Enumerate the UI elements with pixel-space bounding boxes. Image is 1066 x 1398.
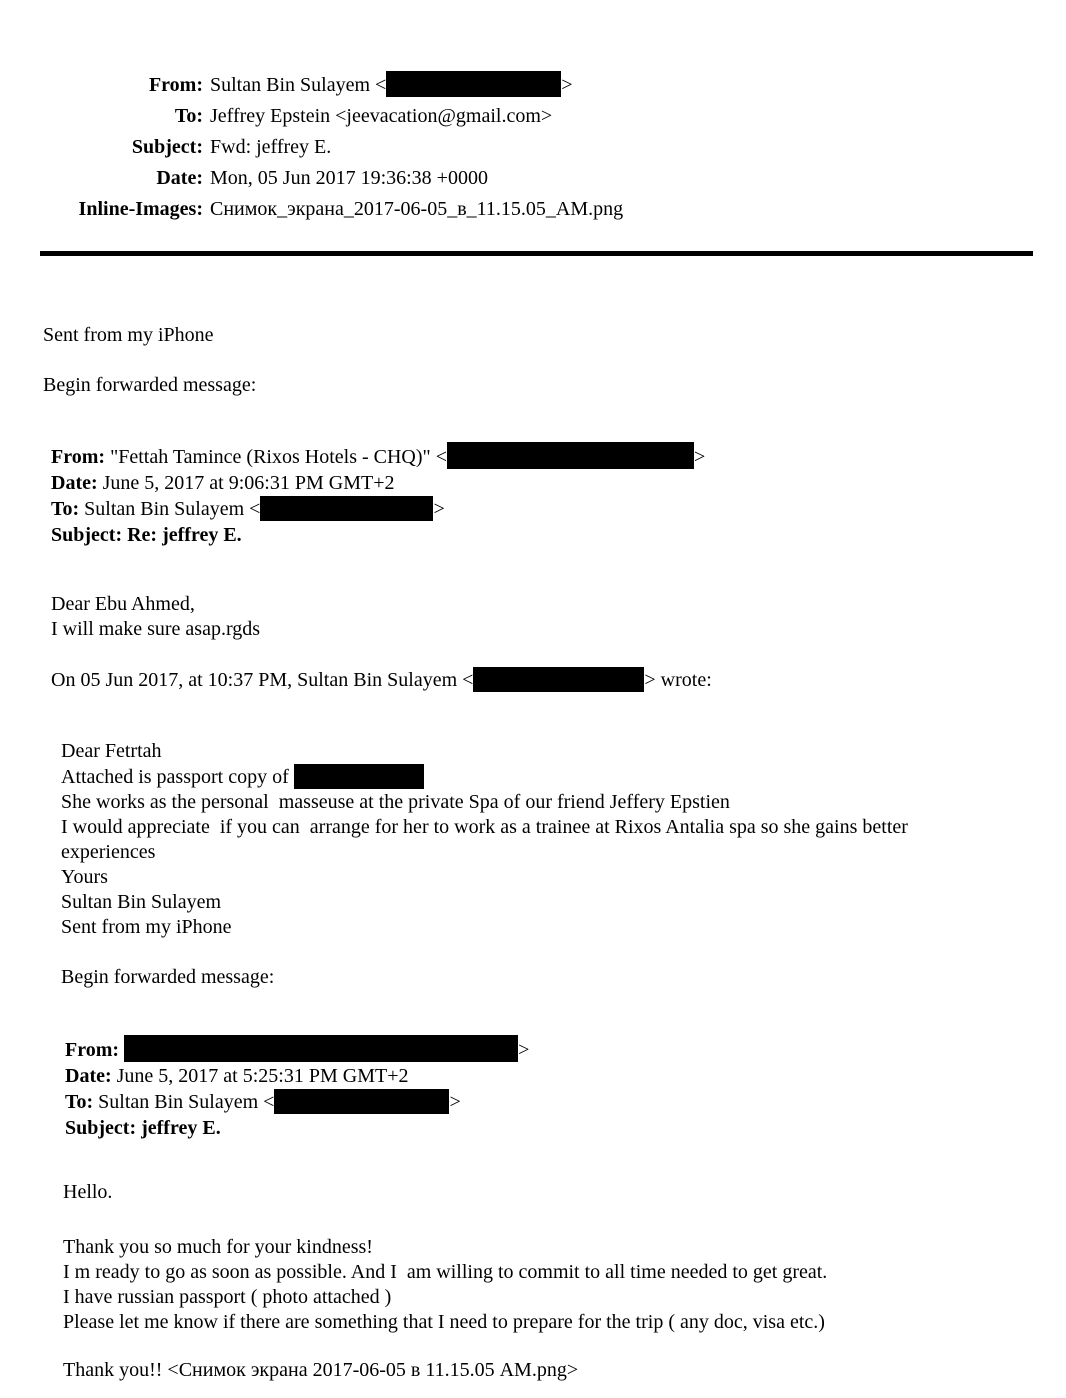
msg3-line4: I have russian passport ( photo attached ) — [63, 1286, 392, 1308]
quoted-line3: She works as the personal masseuse at the private Spa of our friend Jeffery Epstien — [61, 791, 730, 813]
signature-line: Sent from my iPhone — [43, 324, 214, 346]
fwd1-from-pre: "Fettah Tamince (Rixos Hotels - CHQ)" < — [110, 446, 447, 468]
redaction-bar-from-email — [386, 71, 561, 97]
fwd1-to-label: To: — [51, 498, 80, 520]
header-label-to: To: — [174, 105, 203, 127]
msg3-line5: Please let me know if there are something that I need to prepare for the trip ( any doc, visa etc.) — [63, 1311, 825, 1333]
msg3-line3: I m ready to go as soon as possible. And I am willing to commit to all time needed to get great. — [63, 1261, 828, 1283]
quoted-line4: I would appreciate if you can arrange for her to work as a trainee at Rixos Antalia spa so she gains better — [61, 816, 908, 838]
msg3-line2: Thank you so much for your kindness! — [63, 1236, 373, 1258]
header-label-date: Date: — [156, 167, 203, 189]
header-value-to: Jeffrey Epstein <jeevacation@gmail.com> — [210, 105, 553, 127]
header-row-from — [0, 70, 1066, 101]
fwd2-subject-line — [65, 1115, 1066, 1141]
fwd2-to-pre: Sultan Bin Sulayem < — [98, 1091, 275, 1113]
header-value-date: Mon, 05 Jun 2017 19:36:38 +0000 — [210, 167, 488, 189]
fwd1-subject-value: Re: jeffrey E. — [127, 524, 242, 546]
redaction-bar-passport-name — [294, 764, 424, 789]
quoted-signature-iphone: Sent from my iPhone — [61, 916, 232, 938]
quoted-passport-pre: Attached is passport copy of — [61, 766, 294, 788]
msg1-line2: I will make sure asap.rgds — [51, 618, 261, 640]
msg3-closing-attachment: Thank you!! <Снимок экрана 2017-06-05 в 11.15.05 AM.png> — [63, 1359, 579, 1381]
fwd1-to-line — [51, 496, 1066, 522]
fwd2-date-value: June 5, 2017 at 5:25:31 PM GMT+2 — [116, 1065, 409, 1087]
fwd1-from-post: > — [693, 446, 706, 468]
redaction-bar-fwd1-from — [447, 442, 694, 469]
email-header — [0, 0, 1066, 225]
forwarded-header-2 — [65, 1035, 1066, 1141]
redaction-bar-fwd2-from — [124, 1035, 518, 1062]
quote-attribution-post: > wrote: — [644, 669, 712, 691]
quoted-passport-line — [61, 764, 1066, 790]
fwd2-to-label: To: — [65, 1091, 94, 1113]
header-row-inline-images — [0, 194, 1066, 225]
fwd2-date-label: Date: — [65, 1065, 112, 1087]
redaction-bar-fwd2-to — [274, 1089, 449, 1114]
fwd1-date-line — [51, 470, 1066, 496]
redaction-bar-quote-email — [473, 667, 644, 692]
forwarded-header-1 — [51, 442, 1066, 548]
msg1-greeting: Dear Ebu Ahmed, — [51, 593, 195, 615]
header-label-inline-images: Inline-Images: — [78, 198, 203, 220]
fwd1-from-label: From: — [51, 446, 106, 468]
header-row-subject — [0, 132, 1066, 163]
fwd1-to-post: > — [433, 498, 445, 520]
fwd2-subject-value: jeffrey E. — [141, 1117, 221, 1139]
fwd1-date-label: Date: — [51, 472, 98, 494]
fwd2-from-line — [65, 1035, 1066, 1063]
header-value-from — [210, 70, 573, 101]
fwd2-subject-label: Subject: — [65, 1117, 137, 1139]
header-value-subject: Fwd: jeffrey E. — [210, 136, 332, 158]
fwd1-to-pre: Sultan Bin Sulayem < — [84, 498, 261, 520]
forwarded-message-2-body — [63, 1180, 1066, 1383]
outer-message-body — [43, 323, 1066, 398]
quote-attribution-pre: On 05 Jun 2017, at 10:37 PM, Sultan Bin Sulayem < — [51, 669, 474, 691]
fwd1-subject-line — [51, 522, 1066, 548]
fwd1-from-line — [51, 442, 1066, 470]
quote-attribution-line — [51, 667, 1066, 693]
header-row-to — [0, 101, 1066, 132]
header-row-date — [0, 163, 1066, 194]
redaction-bar-fwd1-to — [260, 496, 433, 521]
from-bracket-text: > — [561, 74, 573, 96]
begin-forwarded-label-1: Begin forwarded message: — [43, 374, 257, 396]
fwd2-to-line — [65, 1089, 1066, 1115]
forwarded-message-1-body — [51, 592, 1066, 693]
quoted-line6: Yours — [61, 866, 108, 888]
quoted-line5: experiences — [61, 841, 156, 863]
quoted-greeting: Dear Fetrtah — [61, 740, 162, 762]
fwd1-subject-label: Subject: — [51, 524, 123, 546]
quoted-message-body — [61, 739, 1066, 990]
header-divider — [40, 251, 1033, 256]
header-label-from: From: — [148, 74, 203, 96]
from-name-text: Sultan Bin Sulayem < — [210, 74, 387, 96]
fwd2-to-post: > — [449, 1091, 461, 1113]
header-value-inline-images: Снимок_экрана_2017-06-05_в_11.15.05_AM.png — [210, 198, 624, 220]
fwd1-date-value: June 5, 2017 at 9:06:31 PM GMT+2 — [102, 472, 395, 494]
fwd2-from-post: > — [518, 1039, 530, 1061]
fwd2-date-line — [65, 1063, 1066, 1089]
begin-forwarded-label-2: Begin forwarded message: — [61, 966, 275, 988]
quoted-signature-name: Sultan Bin Sulayem — [61, 891, 221, 913]
fwd2-from-label: From: — [65, 1039, 120, 1061]
header-label-subject: Subject: — [131, 136, 203, 158]
msg3-greeting: Hello. — [63, 1181, 113, 1203]
